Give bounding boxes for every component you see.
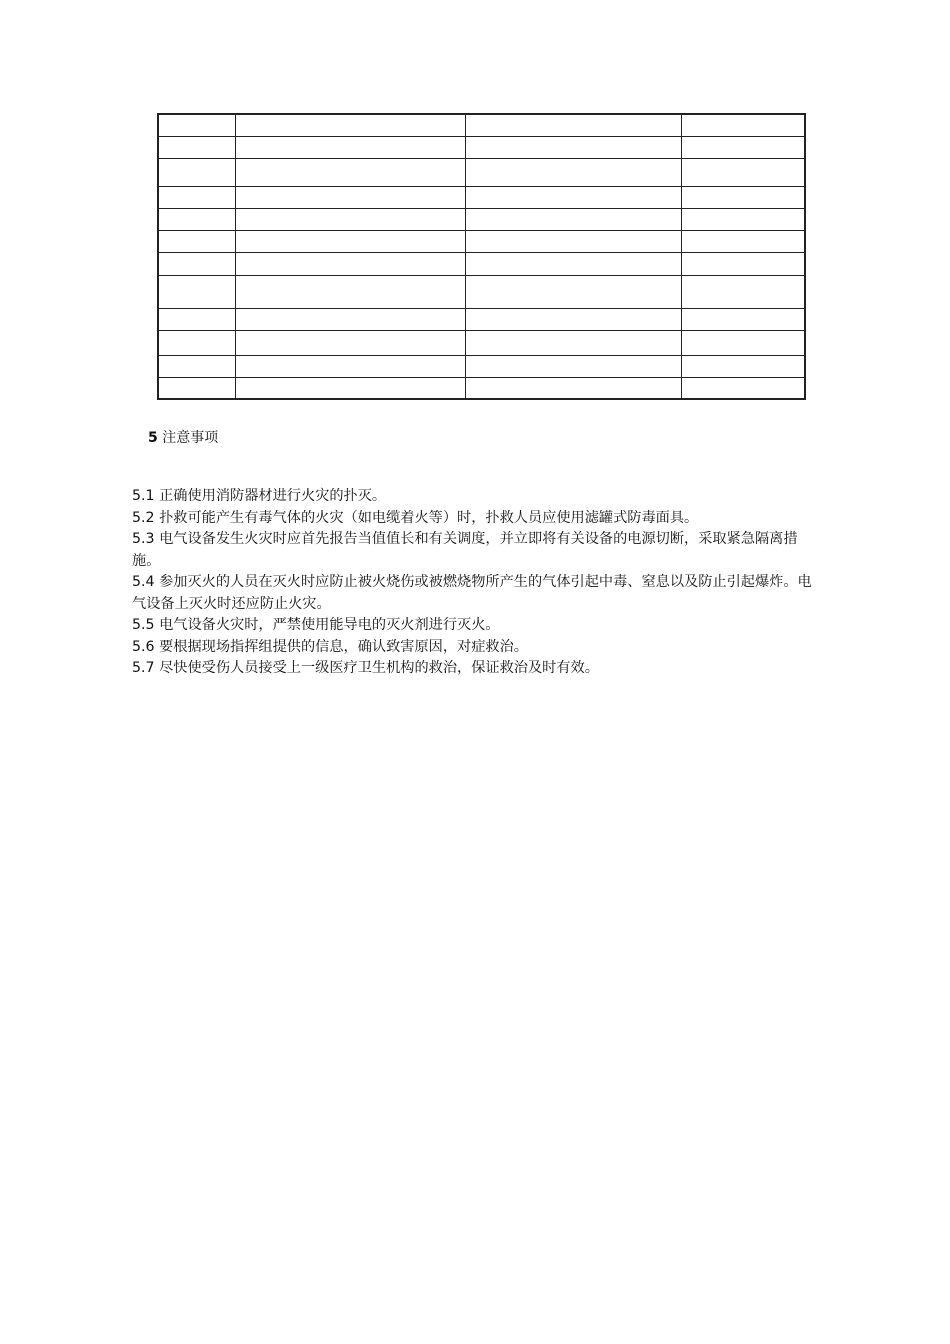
table-row	[158, 275, 805, 308]
note-item: 5.2 扑救可能产生有毒气体的火灾（如电缆着火等）时，扑救人员应使用滤罐式防毒面具。	[132, 509, 699, 526]
table-cell	[235, 230, 465, 252]
table-row	[158, 186, 805, 208]
table-row	[158, 158, 805, 186]
blank-table	[157, 113, 806, 400]
table-cell	[158, 114, 235, 136]
section-heading	[148, 428, 218, 448]
table-cell	[681, 230, 805, 252]
table-row	[158, 355, 805, 377]
table-cell	[465, 355, 681, 377]
table-cell	[158, 136, 235, 158]
table-cell	[158, 330, 235, 355]
table-cell	[158, 355, 235, 377]
table-cell	[235, 252, 465, 275]
table-row	[158, 252, 805, 275]
table-row	[158, 330, 805, 355]
table-cell	[158, 308, 235, 330]
table-row	[158, 308, 805, 330]
table-cell	[681, 308, 805, 330]
table-row	[158, 114, 805, 136]
table-row	[158, 136, 805, 158]
table-cell	[681, 355, 805, 377]
table-cell	[465, 158, 681, 186]
table-cell	[465, 186, 681, 208]
table-cell	[681, 330, 805, 355]
section-number: 5	[148, 430, 158, 446]
table-cell	[235, 308, 465, 330]
note-item: 5.3 电气设备发生火灾时应首先报告当值值长和有关调度，并立即将有关设备的电源切断，采取紧急隔离措施。	[132, 531, 798, 569]
table-cell	[158, 275, 235, 308]
table-cell	[465, 377, 681, 399]
table-cell	[465, 136, 681, 158]
table-cell	[158, 158, 235, 186]
table-cell	[681, 208, 805, 230]
table-cell	[681, 252, 805, 275]
table-cell	[681, 136, 805, 158]
note-item: 5.6 要根据现场指挥组提供的信息，确认致害原因，对症救治。	[132, 638, 528, 655]
table-cell	[465, 230, 681, 252]
notes-list	[132, 486, 817, 680]
table-cell	[158, 208, 235, 230]
table-cell	[235, 186, 465, 208]
table-cell	[158, 252, 235, 275]
table-cell	[235, 330, 465, 355]
table-cell	[681, 114, 805, 136]
table-cell	[681, 275, 805, 308]
note-item: 5.7 尽快使受伤人员接受上一级医疗卫生机构的救治，保证救治及时有效。	[132, 660, 599, 676]
table-cell	[158, 186, 235, 208]
table-cell	[235, 275, 465, 308]
table-cell	[235, 355, 465, 377]
section-title: 注意事项	[162, 430, 219, 446]
table-row	[158, 230, 805, 252]
table-cell	[465, 275, 681, 308]
note-item: 5.5 电气设备火灾时，严禁使用能导电的灭火剂进行灭火。	[132, 617, 500, 633]
table-cell	[465, 208, 681, 230]
table-cell	[465, 114, 681, 136]
table-cell	[235, 136, 465, 158]
table-cell	[681, 186, 805, 208]
table-cell	[465, 252, 681, 275]
table-cell	[235, 114, 465, 136]
table-cell	[465, 330, 681, 355]
table-cell	[681, 158, 805, 186]
note-item: 5.4 参加灭火的人员在灭火时应防止被火烧伤或被燃烧物所产生的气体引起中毒、窒息以及防止引起爆炸。电气设备上灭火时还应防止火灾。	[132, 574, 812, 612]
table-row	[158, 377, 805, 399]
table-cell	[158, 230, 235, 252]
table-cell	[158, 377, 235, 399]
table-cell	[235, 208, 465, 230]
table-cell	[465, 308, 681, 330]
table-cell	[235, 158, 465, 186]
note-item: 5.1 正确使用消防器材进行火灾的扑灭。	[132, 488, 387, 504]
table-cell	[235, 377, 465, 399]
table-row	[158, 208, 805, 230]
table-cell	[681, 377, 805, 399]
